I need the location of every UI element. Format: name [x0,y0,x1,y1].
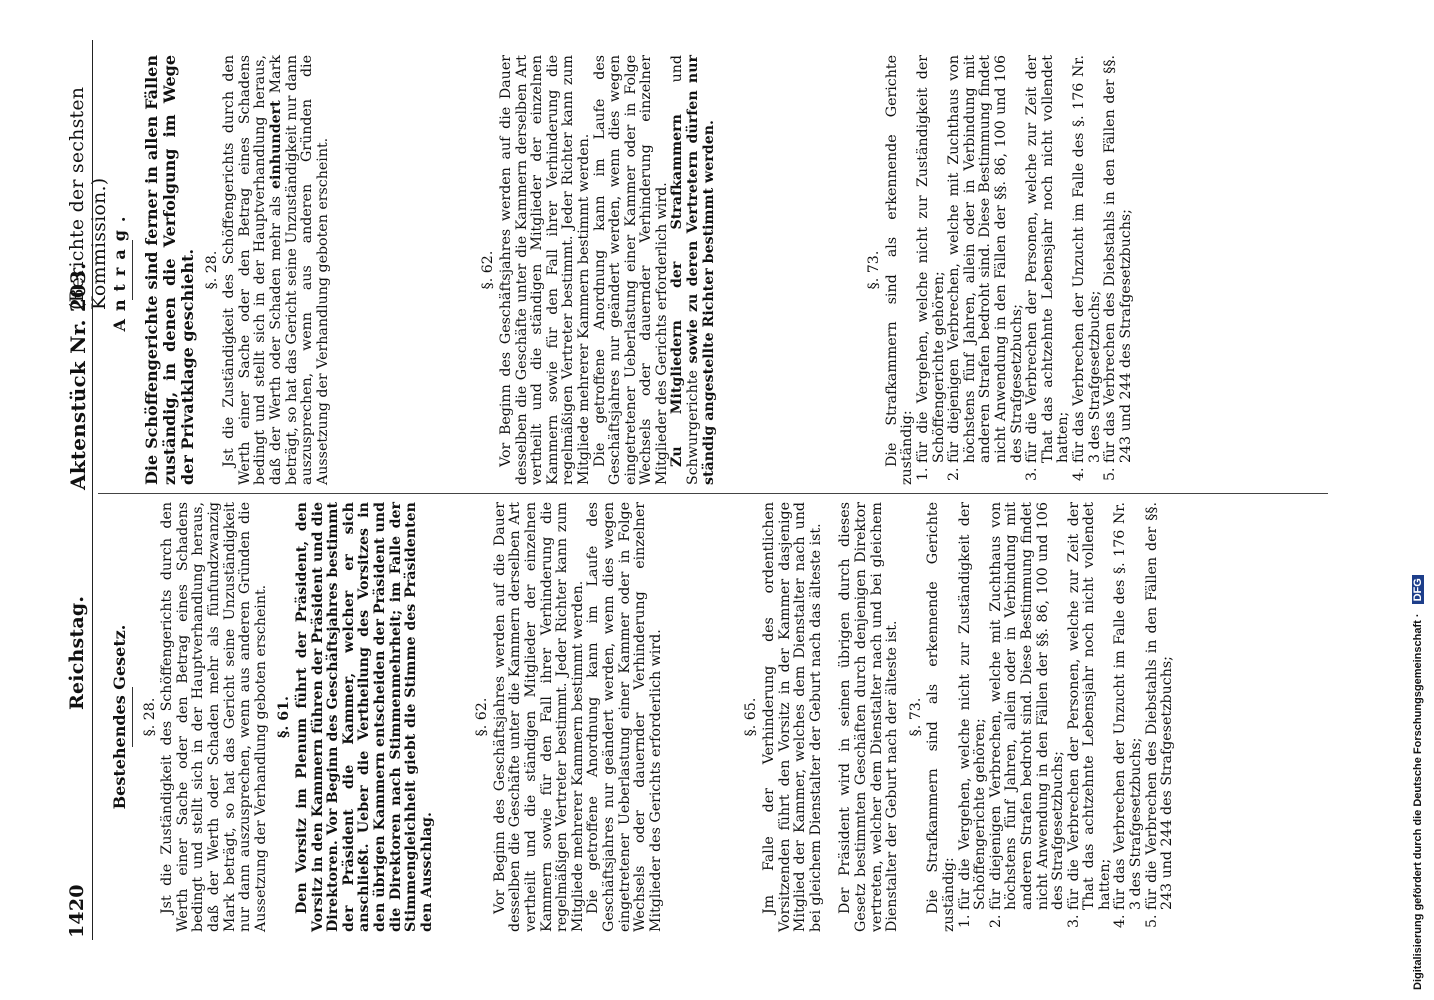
list-item: 3. für die Verbrechen der Personen, welche zur Zeit der That das achtzehnte Lebensjahr noch nicht vollendet hatten; [1067,502,1114,910]
text-part: Jst die Zuständigkeit des Schöffengerichts durch den Werth einer Sache oder den Betrag eines Schadens bedingt und stellt sich in der Hauptverhandlung heraus, daß der Werth oder Schaden mehr als [221,55,284,485]
numbered-list [916,55,1134,485]
section-title: §. 28. [203,250,220,290]
section-text [222,55,331,485]
list-item: 2. für diejenigen Verbrechen, welche mit Zuchthaus von höchstens fünf Jahren, allein oder in Verbindung mit anderen Strafen bedroht sind. Diese Bestimmung findet nicht Anwendung in den Fällen der §§. 86, 100 und 106 des Strafgesetzbuchs; [989,502,1067,910]
section-text: Die getroffene Anordnung kann im Laufe des Geschäftsjahres nur geändert werden, wenn dies wegen eingetretener Ueberlastung einer Kammer oder in Folge Wechsels oder dauernder Verhinderung einzelner Mitglieder des Gerichts erforderlich wird. [591,55,670,485]
section-text: Vor Beginn des Geschäftsjahres werden auf die Dauer desselben die Geschäfte unter die Kammern derselben Art vertheilt und die ständigen Mitglieder der einzelnen Kammern sowie für den Fall ihrer Verhinderung die regelmäßigen Vertreter bestimmt. Jeder Richter kann zum Mitgliede mehrerer Kammern bestimmt werden. [491,502,586,932]
list-item: 5. für das Verbrechen des Diebstahls in den Fällen der §§. 243 und 244 des Strafgesetzbuchs; [1103,55,1134,463]
section-text: Den Vorsitz im Plenum führt der Präsident, den Vorsitz in den Kammern führen der Präsident und die Direktoren. Vor Beginn des Geschäftsjahres bestimmt der Präsident die Kammer, welcher er sich anschließt. Ueber die Vertheilung des Vorsitzes in den übrigen Kammern entscheiden der Präsident und die Direktoren nach Stimmenmehrheit; im Falle der Stimmengleichheit giebt die Stimme des Präsidenten den Ausschlag. [293,502,435,932]
section-text: Vor Beginn des Geschäftsjahres werden auf die Dauer desselben die Geschäfte unter die Kammern derselben Art vertheilt und die ständigen Mitglieder der einzelnen Kammern sowie für den Fall ihrer Verhinderung die regelmäßigen Vertreter bestimmt. Jeder Richter kann zum Mitgliede mehrerer Kammern bestimmt werden. [497,55,592,485]
header-right: (Berichte der sechsten Kommission.) [66,86,110,310]
section-intro: Die Strafkammern sind als erkennende Gerichte zuständig: [883,55,916,485]
list-item: 4. für das Verbrechen der Unzucht im Falle des §. 176 Nr. 3 des Strafgesetzbuchs; [1072,55,1103,463]
emphasis: Zu Mitgliedern der Strafkammern [669,114,686,467]
list-item: 3. für die Verbrechen der Personen, welche zur Zeit der That das achtzehnte Lebensjahr noch nicht vollendet hatten; [1025,55,1072,463]
column-divider [98,493,1328,494]
section-title: §. 61. [276,696,293,738]
section-text: Die getroffene Anordnung kann im Laufe des Geschäftsjahres nur geändert werden, wenn dies wegen eingetretener Ueberlastung einer Kammer oder in Folge Wechsels oder dauernder Verhinderung einzelner Mitglieder des Gerichts erforderlich wird. [585,502,664,932]
section-title: §. 65. [743,697,760,737]
header-left: Reichstag. [66,595,88,710]
section-title: §. 28. [141,697,158,737]
list-item: 1. für die Vergehen, welche nicht zur Zuständigkeit der Schöffengerichte gehören; [916,55,947,463]
existing-law-column [110,502,1176,932]
list-item: 2. für diejenigen Verbrechen, welche mit Zuchthaus von höchstens fünf Jahren, allein oder in Verbindung mit anderen Strafen bedroht sind. Diese Bestimmung findet nicht Anwendung in den Fällen der §§. 86, 100 und 106 des Strafgesetzbuchs; [947,55,1025,463]
emphasis: einhundert [267,100,284,189]
stamp-text: Digitalisierung gefördert durch die Deutsche Forschungsgemeinschaft · [1412,613,1424,990]
proposal-lead: Die Schöffengerichte sind ferner in allen Fällen zuständig, in denen die Verfolgung im Wege der Privatklage geschieht. [141,55,197,485]
section-intro: Die Strafkammern sind als erkennende Gerichte zuständig: [925,502,957,932]
text-part: Mark beträgt, so hat das Gericht seine Unzuständigkeit nur dann auszusprechen, wenn aus anderen Gründen die Aussetzung der Verhandlung geboten erscheint. [267,54,331,485]
section-title: §. 62. [480,250,497,290]
numbered-list [958,502,1176,932]
list-item: 1. für die Vergehen, welche nicht zur Zuständigkeit der Schöffengerichte gehören; [958,502,989,910]
section-title: §. 73. [866,250,883,290]
column-heading: Bestehendes Gesetz. [110,624,129,810]
list-item: 5. für die Verbrechen des Diebstahls in den Fällen der §§. 243 und 244 des Strafgesetzbuchs; [1145,502,1176,910]
dfg-funding-stamp [1412,10,1430,990]
emphasis: sowie zu deren Vertretern dürfen nur ständig angestellte Richter bestimmt werden. [685,55,717,485]
section-text: Der Präsident wird in seinen übrigen durch dieses Gesetz bestimmten Geschäften durch denjenigen Direktor vertreten, welcher dem Dienstalter nach und bei gleichem Dienstalter der Geburt nach der älteste ist. [837,502,901,932]
section-title: §. 62. [474,697,491,737]
section-title: §. 73. [907,697,924,737]
page-number: 1420 [66,884,88,938]
header-rule [92,40,93,940]
proposal-column [110,55,1134,485]
section-text [670,55,717,485]
text-part: und Schwurgerichte [669,55,702,485]
heading-rule [132,240,133,300]
column-heading: Antrag. [110,208,129,332]
section-text: Jst die Zuständigkeit des Schöffengerichts durch den Werth einer Sache oder den Betrag eines Schadens bedingt und stellt sich in der Hauptverhandlung heraus, daß der Werth oder Schaden mehr als fünfundzwanzig Mark beträgt, so hat das Gericht seine Unzuständigkeit nur dann auszusprechen, wenn aus anderen Gründen die Aussetzung der Verhandlung geboten erscheint. [159,502,269,932]
heading-rule [132,687,133,747]
section-text: Jm Falle der Verhinderung des ordentlichen Vorsitzenden führt den Vorsitz in der Kammer dasjenige Mitglied der Kammer, welches dem Dienstalter nach und bei gleichem Dienstalter der Geburt nach das älteste ist. [761,502,824,932]
dfg-logo: DFG [1412,575,1424,604]
header-middle: Aktenstück Nr. 203. [66,262,90,490]
list-item: 4. für das Verbrechen der Unzucht im Falle des §. 176 Nr. 3 des Strafgesetzbuchs; [1113,502,1144,910]
